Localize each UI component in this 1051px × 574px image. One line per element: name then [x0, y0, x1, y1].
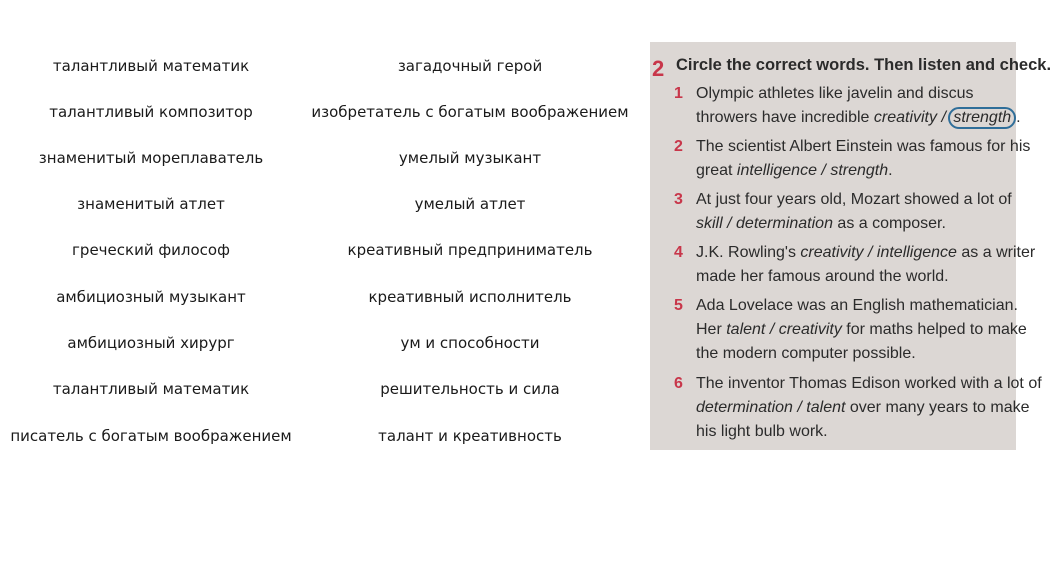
item-text: At just four years old, Mozart showed a lot of skill / determination as a composer. [696, 191, 1012, 232]
phrase-middle: креативный предприниматель [347, 241, 593, 259]
phrase-left: знаменитый мореплаватель [38, 149, 264, 167]
phrase-left: талантливый композитор [49, 103, 253, 121]
russian-phrases-middle-column [302, 0, 638, 574]
item-number: 1 [674, 85, 683, 102]
phrase-middle: решительность и сила [380, 380, 560, 398]
item-number: 5 [674, 297, 683, 314]
phrase-middle: ум и способности [400, 334, 540, 352]
phrase-middle: умелый атлет [414, 195, 526, 213]
circled-option-word[interactable]: strength [948, 107, 1016, 129]
option-word[interactable]: intelligence [736, 162, 817, 179]
item-number: 2 [674, 138, 683, 155]
option-word[interactable]: creativity [800, 244, 864, 261]
item-number: 3 [674, 191, 683, 208]
phrase-left: писатель с богатым воображением [10, 427, 292, 445]
phrase-left: амбициозный хирург [67, 334, 235, 352]
phrase-middle: умелый музыкант [398, 149, 542, 167]
option-word[interactable]: determination [736, 215, 833, 232]
item-text: The inventor Thomas Edison worked with a lot of determination / talent over many years to make his light bulb work. [696, 375, 1042, 440]
exercise-title: Circle the correct words. Then listen and check. [676, 56, 1051, 74]
item-text: The scientist Albert Einstein was famous for his great intelligence / strength. [696, 138, 1031, 179]
phrase-left: греческий философ [72, 241, 230, 259]
item-number: 6 [674, 375, 683, 392]
option-word[interactable]: strength [830, 162, 889, 179]
phrase-middle: талант и креативность [378, 427, 562, 445]
exercise-panel [650, 42, 1051, 450]
option-word[interactable]: determination [696, 399, 793, 416]
item-text: Ada Lovelace was an English mathematician. Her talent / creativity for maths helped to make the modern computer possible. [696, 297, 1027, 362]
option-word[interactable]: talent [726, 321, 766, 338]
phrase-left: знаменитый атлет [77, 195, 225, 213]
item-number: 4 [674, 244, 683, 261]
item-text: J.K. Rowling's creativity / intelligence as a writer made her famous around the world. [696, 244, 1036, 285]
phrase-middle: креативный исполнитель [368, 288, 572, 306]
phrase-left: амбициозный музыкант [56, 288, 246, 306]
phrase-middle: загадочный герой [397, 57, 543, 75]
option-word[interactable]: creativity [778, 321, 842, 338]
phrase-left: талантливый математик [52, 57, 250, 75]
phrase-middle: изобретатель с богатым воображением [311, 103, 629, 121]
option-word[interactable]: intelligence [876, 244, 957, 261]
option-word[interactable]: talent [806, 399, 846, 416]
item-text: Olympic athletes like javelin and discus throwers have incredible creativity / strength . [696, 82, 1016, 130]
option-word[interactable]: creativity [873, 109, 937, 126]
option-word[interactable]: skill [696, 215, 723, 232]
russian-phrases-left-column [0, 0, 302, 574]
exercise-number: 2 [652, 56, 665, 81]
phrase-left: талантливый математик [52, 380, 250, 398]
